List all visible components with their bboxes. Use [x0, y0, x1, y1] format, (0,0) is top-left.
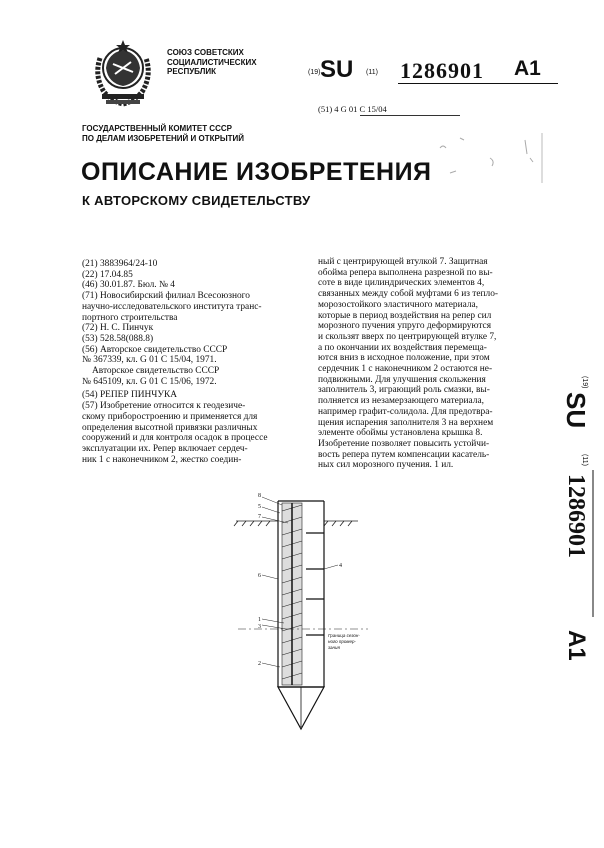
side-inid-19: (19) [581, 376, 588, 389]
label-part-4: 4 [339, 563, 342, 569]
side-publication-mark [555, 362, 595, 682]
side-country-code: SU [561, 392, 591, 429]
abstract-line: сердечник 1 с наконечником 2 остаются не- [318, 364, 493, 375]
abstract-line: ник 1 с наконечником 2, жестко соедин- [82, 454, 242, 465]
abstract-continuation [318, 257, 543, 471]
biblio-line: № 367339, кл. G 01 C 15/04, 1971. [82, 355, 217, 366]
publication-number [308, 56, 568, 84]
freezing-boundary-label: Граница сезон- [328, 633, 360, 638]
biblio-line: (56) Авторское свидетельство СССР [82, 344, 228, 355]
abstract-line: эксплуатации их. Репер включает сердеч- [82, 443, 248, 454]
bibliographic-data [82, 259, 292, 465]
benchmark-drawing [228, 487, 388, 732]
country-line: РЕСПУБЛИК [167, 67, 216, 76]
abstract-line: ются вниз в исходное положение, при этом [318, 353, 490, 364]
invention-title: (54) РЕПЕР ПИНЧУКА [82, 390, 178, 401]
ipc-underline [360, 115, 460, 116]
abstract-line: морозостойкого эластичного материала, [318, 299, 479, 310]
abstract-line: (57) Изобретение относится к геодезиче- [82, 401, 246, 412]
abstract-line: вость репера путем компенсации касатель- [318, 449, 490, 460]
biblio-line: (71) Новосибирский филиал Всесоюзного [82, 291, 250, 302]
country-line: СОЮЗ СОВЕТСКИХ [167, 48, 244, 57]
country-name [167, 48, 287, 77]
document-subtitle: К АВТОРСКОМУ СВИДЕТЕЛЬСТВУ [82, 193, 311, 208]
abstract-line: обойма репера выполнена разрезной по вы- [318, 267, 493, 278]
side-patent-number: 1286901 [563, 474, 589, 558]
committee-line: ГОСУДАРСТВЕННЫЙ КОМИТЕТ СССР [82, 124, 232, 133]
abstract-line: полняется из незамерзающего материала, [318, 396, 484, 407]
ussr-emblem [88, 38, 158, 110]
abstract-line: скому приборостроению и применяется для [82, 411, 258, 422]
freezing-boundary-label: зания [328, 645, 340, 650]
abstract-line: которые в период воздействия на репер сил [318, 310, 492, 321]
patent-number: 1286901 [400, 58, 484, 83]
abstract-line: ный с центрирующей втулкой 7. Защитная [318, 257, 488, 267]
biblio-line: (72) Н. С. Пинчук [82, 323, 154, 334]
abstract-line: морозного пучения упруго деформируются [318, 321, 492, 332]
abstract-line: подвижными. Для улучшения скольжения [318, 374, 486, 385]
core-with-filler [282, 503, 302, 685]
biblio-line: Авторское свидетельство СССР [92, 366, 220, 377]
label-part-3: 3 [258, 624, 261, 630]
side-inid-11: (11) [581, 454, 588, 466]
abstract-line: и скользят вверх по центрирующей втулке 7, [318, 331, 497, 342]
abstract-line: соте в виде цилиндрических элементов 4, [318, 278, 485, 289]
side-kind-code: A1 [563, 630, 590, 661]
abstract-line: сооружений и для контроля осадок в процессе [82, 433, 268, 444]
document-title: ОПИСАНИЕ ИЗОБРЕТЕНИЯ [81, 158, 432, 186]
label-part-5: 5 [258, 504, 261, 510]
biblio-line: научно-исследовательского института транс- [82, 301, 262, 312]
ipc-classification: (51) 4 G 01 C 15/04 [318, 104, 387, 114]
abstract-line: элементе обоймы установлена крышка 8. [318, 428, 483, 439]
committee-name [82, 124, 312, 144]
label-part-6: 6 [258, 573, 261, 579]
abstract-line: щения испарения заполнителя 3 на верхнем [318, 417, 494, 428]
biblio-line: (46) 30.01.87. Бюл. № 4 [82, 280, 175, 291]
abstract-line: связанных между собой муфтами 6 из тепло- [318, 289, 499, 300]
abstract-line: определения высотной привязки различных [82, 422, 258, 433]
country-line: СОЦИАЛИСТИЧЕСКИХ [167, 57, 257, 67]
abstract-line: а по окончании их воздействия перемеща- [318, 342, 487, 353]
abstract-line: ных сил морозного пучения. 1 ил. [318, 460, 454, 471]
label-part-8: 8 [258, 493, 261, 499]
abstract-line: Изобретение позволяет повысить устойчи- [318, 438, 490, 449]
biblio-line: (53) 528.58(088.8) [82, 333, 154, 344]
label-part-7: 7 [258, 514, 261, 520]
biblio-line: № 645109, кл. G 01 C 15/06, 1972. [82, 376, 217, 387]
abstract-line: заполнитель 3, играющий роль смазки, вы- [318, 385, 490, 396]
biblio-line: портного строительства [82, 312, 178, 323]
kind-code: A1 [514, 57, 541, 80]
committee-line: ПО ДЕЛАМ ИЗОБРЕТЕНИЙ И ОТКРЫТИЙ [82, 134, 245, 143]
inid-code-19: (19) [308, 69, 321, 76]
biblio-line: (21) 3883964/24-10 [82, 259, 158, 269]
number-underline [398, 83, 558, 84]
biblio-line: (22) 17.04.85 [82, 269, 133, 280]
abstract-line: например графит-солидола. Для предотвра- [318, 406, 493, 417]
country-code: SU [320, 56, 354, 83]
faint-stamp [430, 128, 550, 188]
label-part-2: 2 [258, 661, 261, 667]
freezing-boundary-label: ного промер- [328, 639, 356, 644]
label-part-1: 1 [258, 617, 261, 623]
inid-code-11: (11) [366, 69, 378, 76]
